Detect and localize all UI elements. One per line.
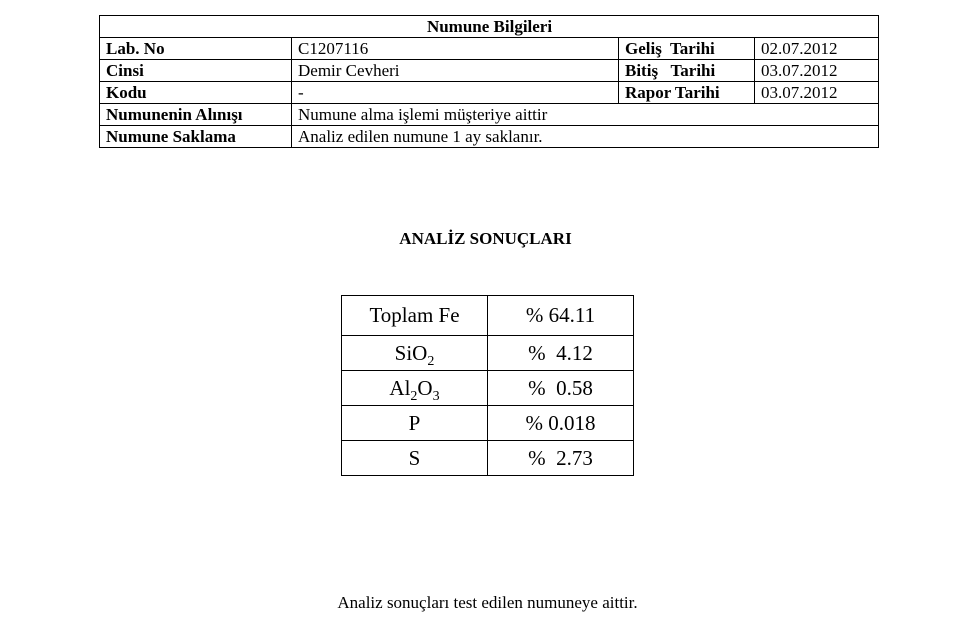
- sampling-label: Numunenin Alınışı: [100, 104, 292, 126]
- result-row-sio2: [342, 336, 634, 371]
- element-name-s: S: [342, 441, 488, 476]
- formula-subscript: 2: [410, 388, 418, 404]
- element-name-al2o3: [342, 371, 488, 406]
- lab-no-label: Lab. No: [100, 38, 292, 60]
- code-value: -: [292, 82, 619, 104]
- analysis-results-table: [341, 295, 634, 476]
- type-label: Cinsi: [100, 60, 292, 82]
- lab-no-value: C1207116: [292, 38, 619, 60]
- code-label: Kodu: [100, 82, 292, 104]
- type-value: Demir Cevheri: [292, 60, 619, 82]
- end-date-label: Bitiş Tarihi: [619, 60, 755, 82]
- footer-note: Analiz sonuçları test edilen numuneye aittir.: [337, 593, 638, 612]
- type-row: [100, 60, 879, 82]
- report-date-value: 03.07.2012: [755, 82, 879, 104]
- results-section-title: ANALİZ SONUÇLARI: [399, 229, 572, 248]
- storage-value: Analiz edilen numune 1 ay saklanır.: [292, 126, 879, 148]
- result-row-total-fe: [342, 296, 634, 336]
- element-name-sio2: [342, 336, 488, 371]
- formula-subscript: 3: [432, 388, 440, 404]
- result-row-p: [342, 406, 634, 441]
- element-value-total-fe: % 64.11: [488, 296, 634, 336]
- element-value-al2o3: % 0.58: [488, 371, 634, 406]
- result-row-al2o3: [342, 371, 634, 406]
- lab-no-row: [100, 38, 879, 60]
- sampling-row: [100, 104, 879, 126]
- formula-subscript: 2: [427, 353, 435, 369]
- sample-info-title: Numune Bilgileri: [100, 16, 879, 38]
- code-row: [100, 82, 879, 104]
- result-row-s: [342, 441, 634, 476]
- element-value-sio2: % 4.12: [488, 336, 634, 371]
- sampling-value: Numune alma işlemi müşteriye aittir: [292, 104, 879, 126]
- element-name-p: P: [342, 406, 488, 441]
- element-value-p: % 0.018: [488, 406, 634, 441]
- storage-row: [100, 126, 879, 148]
- element-value-s: % 2.73: [488, 441, 634, 476]
- storage-label: Numune Saklama: [100, 126, 292, 148]
- end-date-value: 03.07.2012: [755, 60, 879, 82]
- sample-info-table: [99, 15, 879, 148]
- report-date-label: Rapor Tarihi: [619, 82, 755, 104]
- element-name-total-fe: Toplam Fe: [342, 296, 488, 336]
- formula-part: O: [417, 375, 433, 400]
- arrival-date-value: 02.07.2012: [755, 38, 879, 60]
- formula-part: Al: [389, 375, 411, 400]
- formula-part: SiO: [394, 340, 428, 365]
- arrival-date-label: Geliş Tarihi: [619, 38, 755, 60]
- sample-info-header-row: [100, 16, 879, 38]
